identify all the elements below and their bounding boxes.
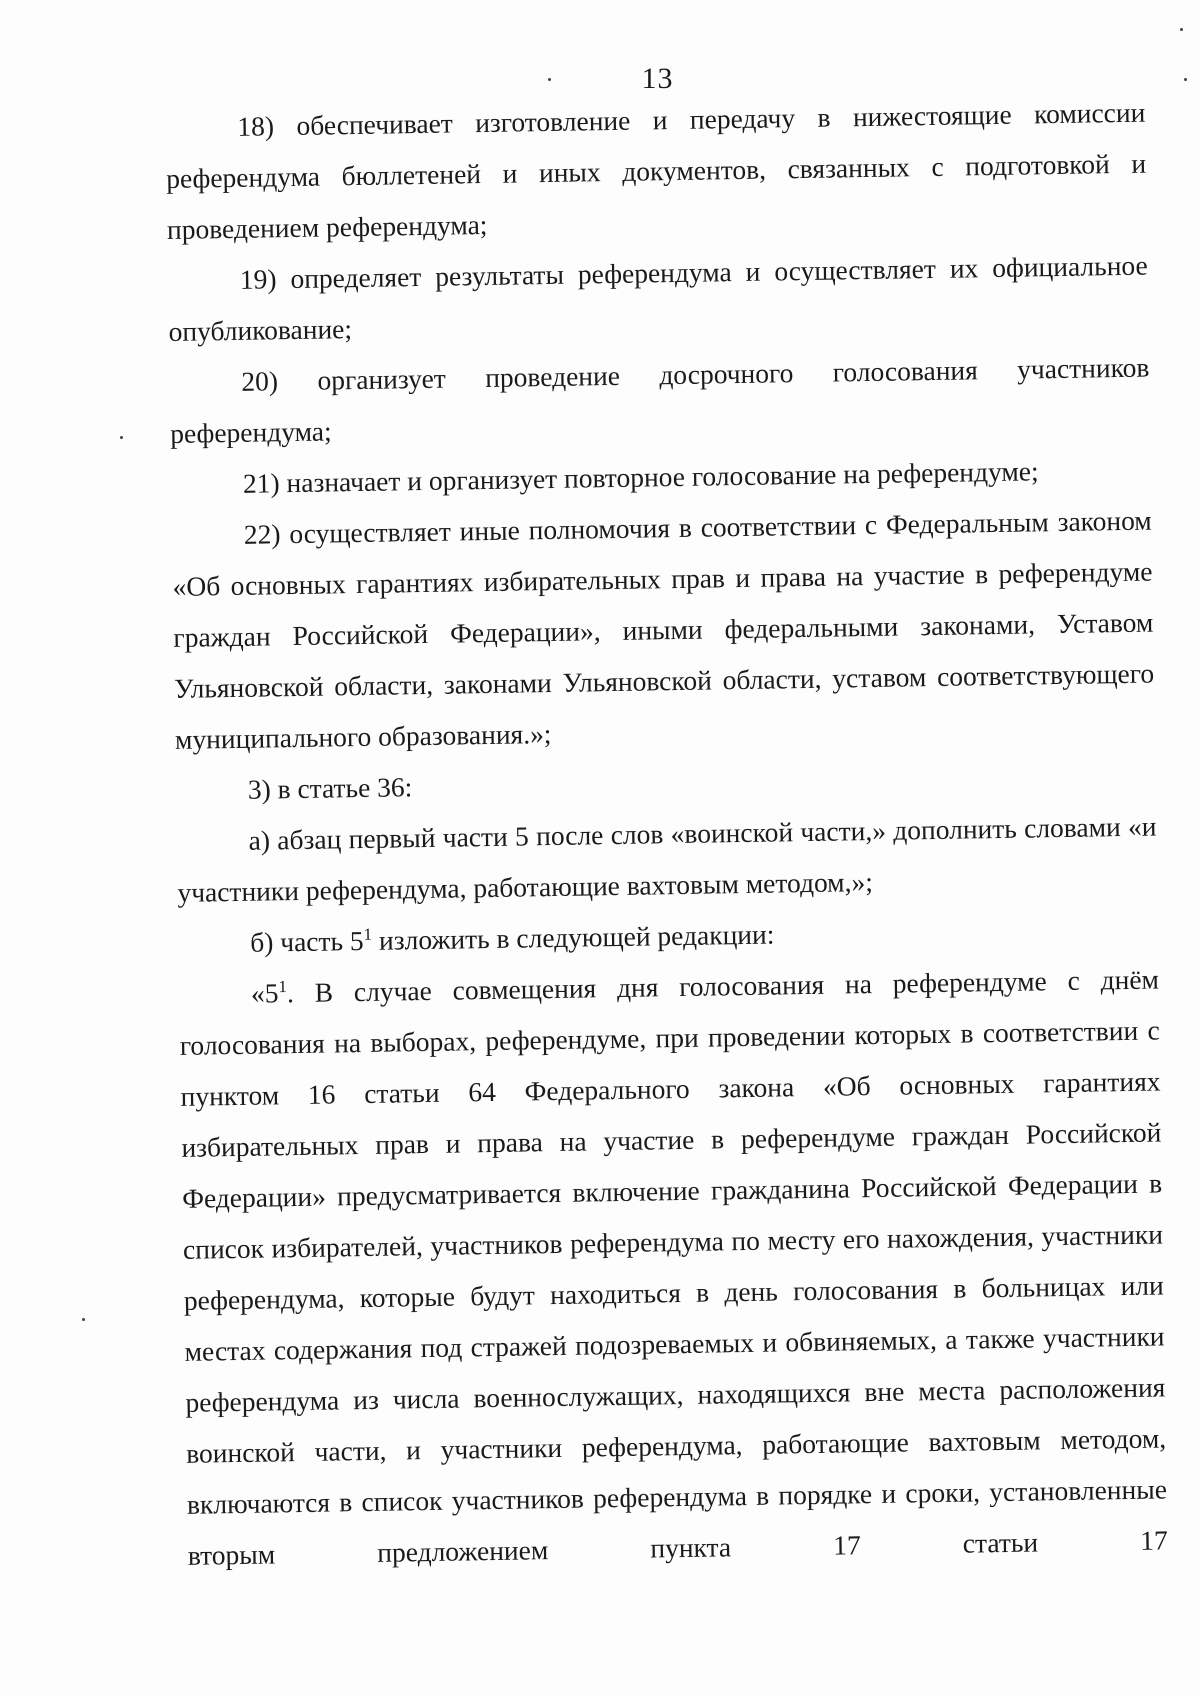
list-item-21: 21) назначает и организует повторное голосование на референдуме; (242, 455, 1039, 499)
scan-speck (1184, 78, 1187, 81)
list-item-19: 19) определяет результаты референдума и осуществляет их официальное опубликование; (168, 249, 1148, 347)
document-body (165, 87, 1168, 1581)
list-item-22: 22) осуществляет иные полномочия в соответствии с Федеральным законом «Об основных гарантиях избирательных прав и права на участие в референдуме граждан Российской Федерации», иными федеральными законами, Уставом Ульяновской области, законами Ульяновской области, уставом соответствующего муниципального образования.»; (172, 504, 1155, 755)
scan-speck (1180, 28, 1183, 31)
scan-speck (548, 78, 551, 81)
page-number: 13 (641, 62, 674, 95)
subitem-b-text-end: изложить в следующей редакции: (371, 918, 775, 956)
article-text-5-1-body: . В случае совмещения дня голосования на референдуме с днём голосования на выборах, референдуме, при проведении которых в соответствии с пунктом 16 статьи 64 Федерального закона «Об основных гарантиях избирательных прав и права на участие в референдуме граждан Российской Федерации» предусматривается включение гражданина Российской Федерации в список избирателей, участников референдума по месту его нахождения, участники референдума, которые будут находиться в день голосования в больницах или местах содержания под стражей подозреваемых и обвиняемых, а также участники референдума из числа военнослужащих, находящихся вне места расположения воинской части, и участники референдума, работающие вахтовым методом, включаются в список участников референдума в порядке и сроки, установленные вторым предложением пункта 17 статьи 17 (179, 963, 1168, 1571)
superscript-1: 1 (278, 977, 288, 997)
superscript-1: 1 (363, 924, 373, 944)
list-item-20: 20) организует проведение досрочного голосования участников референдума; (169, 351, 1150, 449)
subitem-a: а) абзац первый части 5 после слов «воинской части,» дополнить словами «и участники референдума, работающие вахтовым методом,»; (177, 810, 1157, 908)
article-text-5-1-start: «5 (250, 977, 279, 1009)
scan-speck (82, 1318, 85, 1321)
section-item-3: 3) в статье 36: (247, 771, 413, 805)
list-item-18: 18) обеспечивает изготовление и передачу в нижестоящие комиссии референдума бюллетеней и иных документов, связанных с подготовкой и проведением референдума; (165, 96, 1147, 245)
article-text-5-1 (179, 953, 1168, 1580)
scan-speck (120, 436, 123, 439)
subitem-b-text-start: б) часть 5 (249, 924, 364, 958)
